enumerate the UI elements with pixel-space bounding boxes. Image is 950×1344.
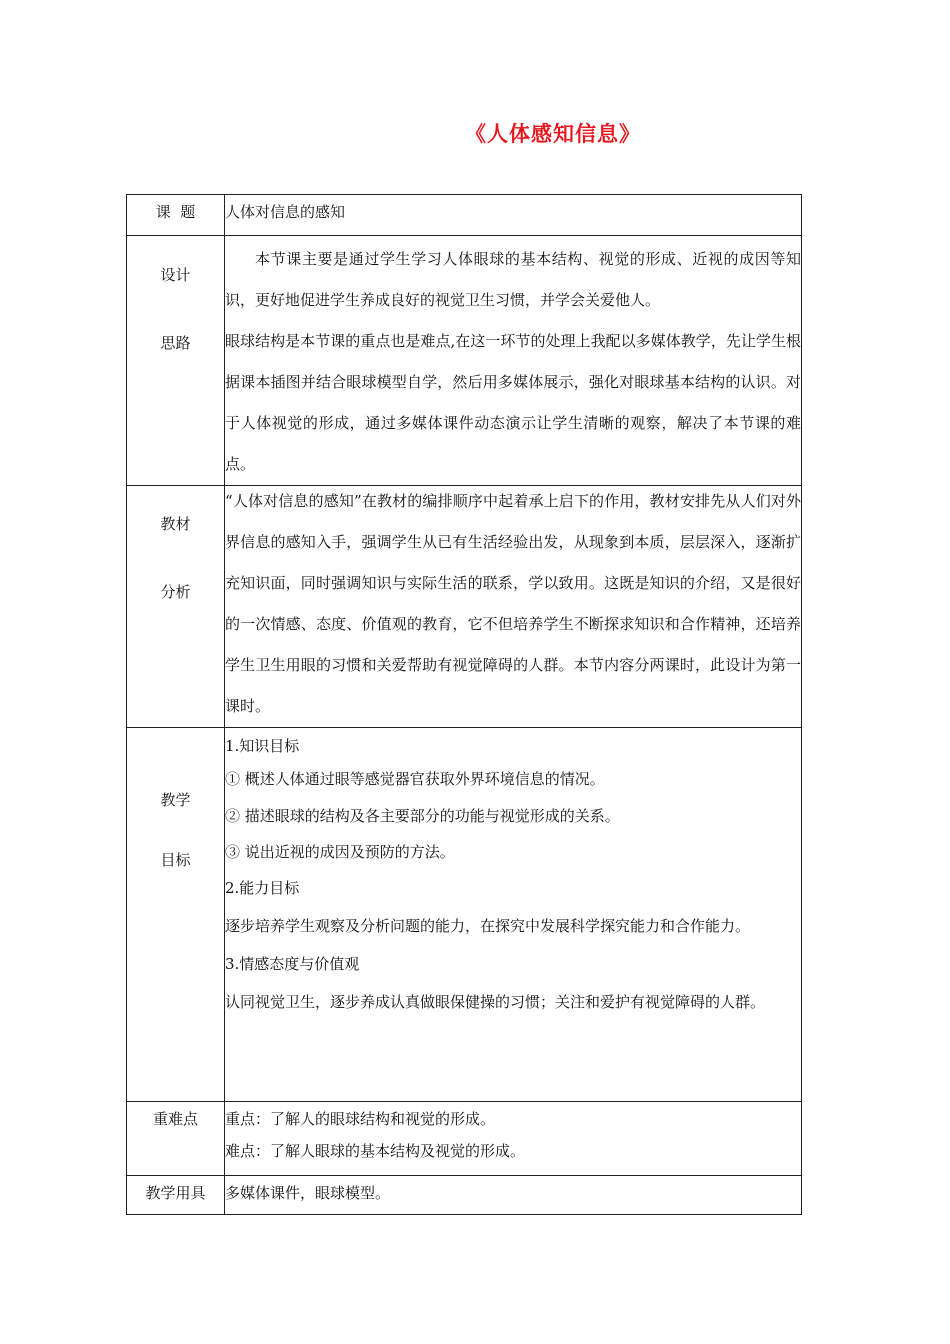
key-focus: 重点：了解人的眼球结构和视觉的形成。 [225,1110,496,1128]
topic-label-cell [127,195,225,236]
material-label-2: 分析 [160,583,191,601]
topic-text: 人体对信息的感知 [225,203,346,221]
goals-emotion-text: 认同视觉卫生，逐步养成认真做眼保健操的习惯；关注和爱护有视觉障碍的人群。 [225,993,766,1011]
design-paragraph-2: 眼球结构是本节课的重点也是难点,在这一环节的处理上我配以多媒体教学，先让学生根据课本插图并结合眼球模型自学，然后用多媒体展示，强化对眼球基本结构的认识。对于人体视觉的形成，通过多媒体课件动态演示让学生清晰的观察，解决了本节课的难点。 [225,332,801,473]
topic-content-cell [225,195,802,236]
key-label: 重难点 [152,1110,198,1128]
table-row-topic [127,195,802,236]
goals-knowledge-1: ① 概述人体通过眼等感觉器官获取外界环境信息的情况。 [225,770,605,788]
design-content-cell [225,236,802,486]
material-label-1: 教材 [160,515,191,533]
topic-label: 课 题 [155,203,196,221]
goals-knowledge-3: ③ 说出近视的成因及预防的方法。 [225,843,455,861]
key-label-cell [127,1102,225,1176]
tools-content-cell [225,1176,802,1215]
table-row-material [127,486,802,728]
material-text: “人体对信息的感知”在教材的编排顺序中起着承上启下的作用，教材安排先从人们对外界信息的感知入手，强调学生从已有生活经验出发，从现象到本质，层层深入，逐渐扩充知识面，同时强调知识与实际生活的联系，学以致用。这既是知识的介绍，又是很好的一次情感、态度、价值观的教育，它不但培养学生不断探求知识和合作精神，还培养学生卫生用眼的习惯和关爱帮助有视觉障碍的人群。本节内容分两课时，此设计为第一课时。 [225,492,801,715]
goals-heading-ability: 2.能力目标 [225,879,300,897]
material-label-cell [127,486,225,728]
goals-label-cell [127,728,225,1102]
key-difficulty: 难点：了解人眼球的基本结构及视觉的形成。 [225,1142,526,1160]
table-row-design [127,236,802,486]
lesson-plan-table [126,194,802,1215]
goals-content-cell [225,728,802,1102]
key-content-cell [225,1102,802,1176]
goals-knowledge-2: ② 描述眼球的结构及各主要部分的功能与视觉形成的关系。 [225,807,620,825]
tools-text: 多媒体课件，眼球模型。 [225,1184,391,1202]
page-title: 《人体感知信息》 [465,122,641,146]
goals-heading-knowledge: 1.知识目标 [225,737,300,755]
goals-ability-text: 逐步培养学生观察及分析问题的能力，在探究中发展科学探究能力和合作能力。 [225,917,751,935]
goals-label-2: 目标 [160,851,191,869]
table-row-tools [127,1176,802,1215]
goals-heading-emotion: 3.情感态度与价值观 [225,955,360,973]
tools-label: 教学用具 [145,1184,206,1202]
design-label-1: 设计 [160,266,191,284]
design-label-2: 思路 [160,334,191,352]
design-paragraph-1: 本节课主要是通过学生学习人体眼球的基本结构、视觉的形成、近视的成因等知识，更好地促进学生养成良好的视觉卫生习惯，并学会关爱他人。 [225,250,801,309]
material-content-cell [225,486,802,728]
design-label-cell [127,236,225,486]
goals-label-1: 教学 [160,791,191,809]
table-row-key-points [127,1102,802,1176]
table-row-goals [127,728,802,1102]
tools-label-cell [127,1176,225,1215]
